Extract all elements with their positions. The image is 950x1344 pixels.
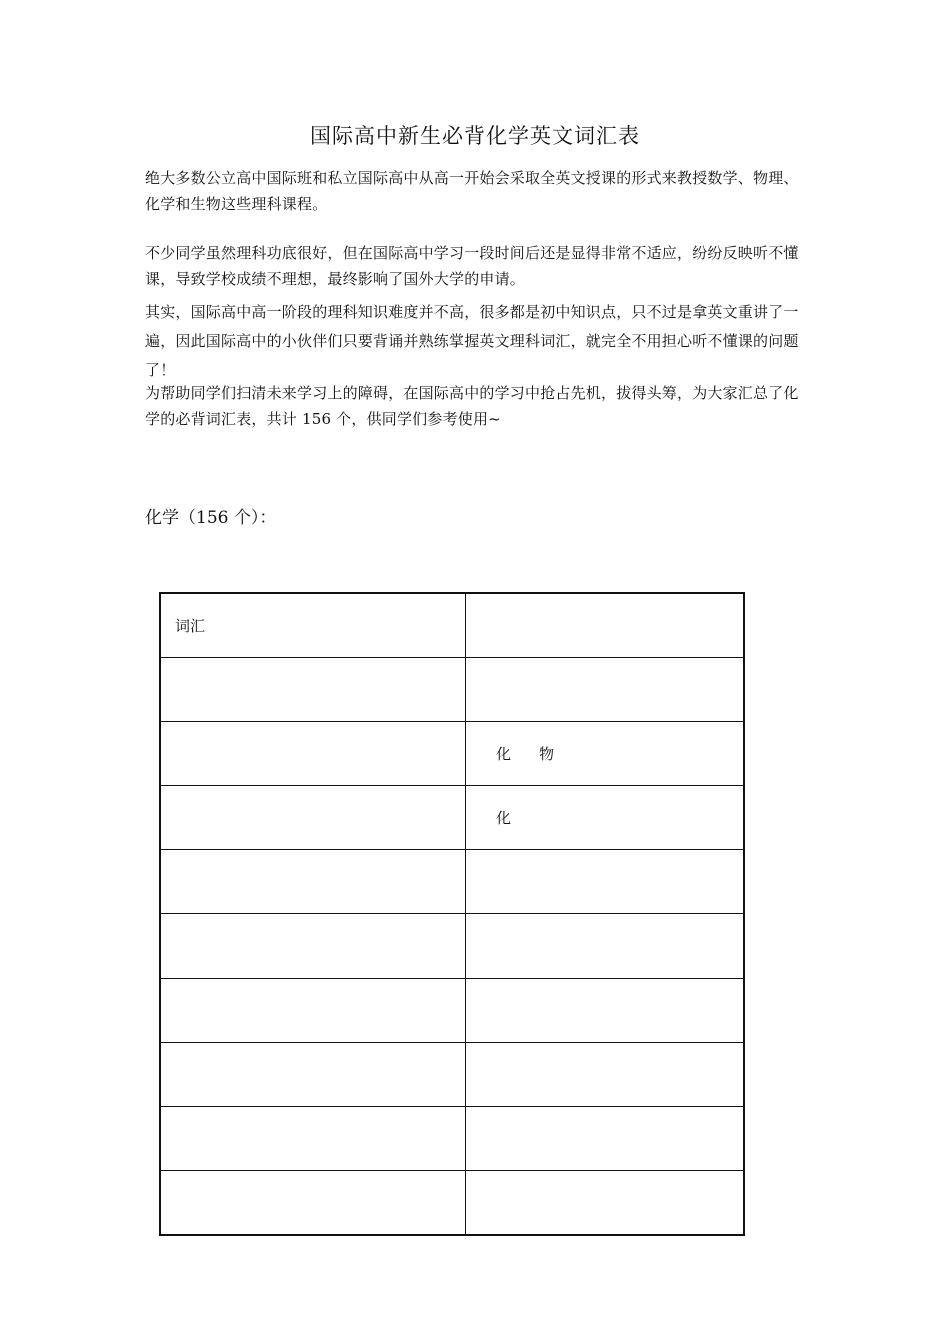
- table-cell: [160, 658, 466, 722]
- table-cell: [160, 978, 466, 1042]
- table-row: [160, 914, 744, 978]
- table-row: [160, 722, 744, 786]
- table-row: [160, 1042, 744, 1106]
- table-cell: [466, 1042, 745, 1106]
- table-cell: [160, 850, 466, 914]
- table-row: [160, 658, 744, 722]
- table-cell: [466, 850, 745, 914]
- table-cell: [466, 978, 745, 1042]
- table-row: [160, 850, 744, 914]
- table-cell: [160, 1106, 466, 1170]
- table-cell: [466, 722, 745, 786]
- intro-paragraph-2: 不少同学虽然理科功底很好，但在国际高中学习一段时间后还是显得非常不适应，纷纷反映听不懂课，导致学校成绩不理想，最终影响了国外大学的申请。: [145, 244, 799, 288]
- table-cell: [160, 722, 466, 786]
- header-cell-2: [466, 593, 745, 658]
- section-heading: 化学（156 个）：: [145, 508, 277, 528]
- table-cell: [160, 1170, 466, 1235]
- table-cell: [466, 658, 745, 722]
- table-cell: [160, 786, 466, 850]
- table-cell: [160, 1042, 466, 1106]
- cell-text: 化: [496, 809, 512, 828]
- intro-paragraph-4: 为帮助同学们扫清未来学习上的障碍，在国际高中的学习中抢占先机，拔得头筹，为大家汇总了化学的必背词汇表，共计 156 个，供同学们参考使用~: [145, 384, 799, 428]
- cell-text: 化: [496, 745, 512, 764]
- intro-paragraph-3: 其实，国际高中高一阶段的理科知识难度并不高，很多都是初中知识点，只不过是拿英文重讲了一遍，因此国际高中的小伙伴们只要背诵并熟练掌握英文理科词汇，就完全不用担心听不懂课的问题了！: [145, 303, 799, 379]
- table-cell: [466, 914, 745, 978]
- vocabulary-table: [159, 592, 745, 1236]
- table-cell: [466, 786, 745, 850]
- table-row: [160, 786, 744, 850]
- table-cell: [466, 1170, 745, 1235]
- table-header-row: [160, 593, 744, 658]
- header-cell-vocab: 词汇: [160, 593, 466, 658]
- cell-text: 物: [539, 745, 555, 764]
- document-title: 国际高中新生必背化学英文词汇表: [310, 124, 640, 148]
- table-row: [160, 1170, 744, 1235]
- table-row: [160, 1106, 744, 1170]
- intro-paragraph-1: 绝大多数公立高中国际班和私立国际高中从高一开始会采取全英文授课的形式来教授数学、物理、化学和生物这些理科课程。: [145, 169, 799, 213]
- table-cell: [160, 914, 466, 978]
- table-cell: [466, 1106, 745, 1170]
- table-row: [160, 978, 744, 1042]
